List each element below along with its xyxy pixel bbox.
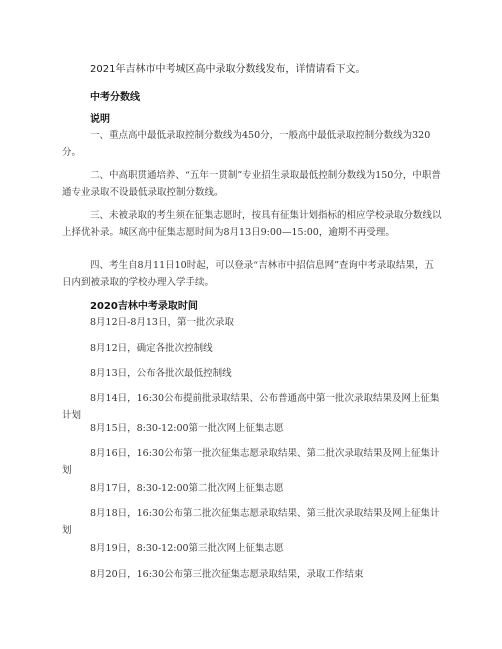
- paragraph-2: 二、中高职贯通培养、“五年一贯制”专业招生录取最低控制分数线为150分，中职普通专业录取不设最低录取控制分数线。: [62, 170, 441, 198]
- schedule-item-8: 8月18日，16:30公布第二批次征集志愿录取结果、第三批次录取结果及网上征集计划: [62, 508, 440, 536]
- section-heading-scores: 中考分数线: [90, 92, 140, 103]
- schedule-item-5: 8月15日，8:30-12:00第一批次网上征集志愿: [90, 423, 284, 434]
- subheading-notes: 说明: [90, 114, 110, 125]
- paragraph-3: 三、未被录取的考生须在征集志愿时，按具有征集计划指标的相应学校录取分数线以上择优补录。城区高中征集志愿时间为8月13日9:00—15:00，逾期不再受理。: [62, 210, 442, 238]
- schedule-item-9: 8月19日，8:30-12:00第三批次网上征集志愿: [90, 543, 284, 554]
- section-heading-schedule: 2020吉林中考录取时间: [90, 301, 198, 312]
- schedule-item-2: 8月12日，确定各批次控制线: [90, 343, 213, 354]
- schedule-item-3: 8月13日，公布各批次最低控制线: [90, 368, 232, 379]
- schedule-item-4: 8月14日，16:30公布提前批录取结果、公布普通高中第一批次录取结果及网上征集计划: [62, 393, 440, 421]
- paragraph-4: 四、考生自8月11日10时起，可以登录“吉林市中招信息网”查询中考录取结果，五日内到被录取的学校办理入学手续。: [62, 260, 434, 288]
- paragraph-1: 一、重点高中最低录取控制分数线为450分，一般高中最低录取控制分数线为320分。: [62, 130, 431, 158]
- schedule-item-1: 8月12日-8月13日，第一批次录取: [90, 317, 234, 328]
- schedule-item-10: 8月20日，16:30公布第三批次征集志愿录取结果，录取工作结束: [90, 569, 364, 580]
- schedule-item-7: 8月17日，8:30-12:00第二批次网上征集志愿: [90, 483, 284, 494]
- schedule-item-6: 8月16日，16:30公布第一批次征集志愿录取结果、第二批次录取结果及网上征集计划: [62, 448, 440, 476]
- intro-text: 2021年吉林市中考城区高中录取分数线发布，详情请看下文。: [90, 64, 366, 75]
